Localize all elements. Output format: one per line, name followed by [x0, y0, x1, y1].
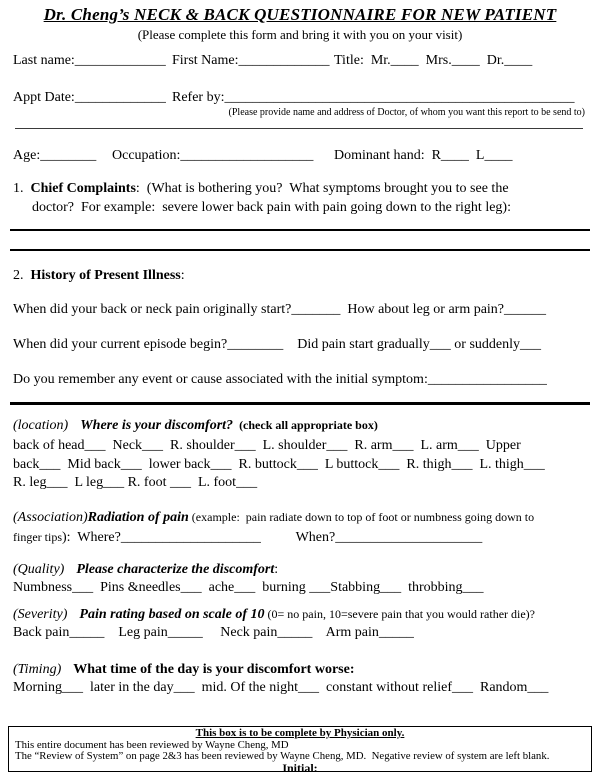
association-tag: (Association)	[13, 510, 88, 525]
quality-colon: :	[274, 562, 279, 577]
association-example-2: finger tips	[13, 529, 62, 544]
association-section	[13, 508, 592, 547]
refer-by-field: Refer by:__________________________________________________	[172, 90, 575, 105]
physician-box-line2: The “Review of System” on page 2&3 has been reviewed by Wayne Cheng, MD. Negative review of system are left blank.	[15, 750, 550, 763]
timing-title: What time of the day is your discomfort worse:	[73, 662, 355, 677]
association-title: Radiation of pain	[87, 510, 189, 525]
age-field: Age:________	[13, 148, 97, 163]
association-fields: ): Where?____________________ When?_____________________	[62, 529, 483, 545]
history-question-3: Do you remember any event or cause associated with the initial symptom:_________________	[13, 372, 547, 387]
chief-complaints-label: Chief Complaints	[30, 181, 136, 196]
answer-line-1	[10, 229, 590, 231]
location-line: R. leg___ L leg___ R. foot ___ L. foot___	[13, 475, 258, 490]
physician-box-heading-text: This box is to be complete by Physician only.	[195, 727, 405, 739]
quality-tag: (Quality)	[13, 562, 65, 577]
severity-heading	[13, 607, 535, 623]
association-example-1: (example: pain radiate down to top of foot or numbness going down to	[188, 510, 535, 524]
timing-items: Morning___ later in the day___ mid. Of the night___ constant without relief___ Random___	[13, 680, 549, 695]
title-options-field: Title: Mr.____ Mrs.____ Dr.____	[334, 53, 533, 68]
severity-items: Back pain_____ Leg pain_____ Neck pain_____ Arm pain_____	[13, 625, 414, 640]
chief-complaints-line1	[13, 180, 590, 199]
physician-box-line1: This entire document has been reviewed by Wayne Cheng, MD	[15, 738, 289, 751]
association-line2	[13, 528, 592, 548]
appt-date-field: Appt Date:_____________	[13, 90, 166, 105]
quality-title: Please characterize the discomfort	[76, 562, 275, 577]
first-name-field: First Name:_____________	[172, 53, 330, 68]
quality-heading	[13, 562, 278, 578]
timing-heading	[13, 662, 355, 678]
chief-complaints-text1: : (What is bothering you? What symptoms brought you to see the	[135, 181, 509, 196]
physician-initial-label: Initial:	[282, 760, 318, 775]
location-heading	[13, 418, 378, 434]
severity-note: (0= no pain, 10=severe pain that you would rather die)?	[264, 607, 535, 621]
location-line: back of head___ Neck___ R. shoulder___ L. shoulder___ R. arm___ L. arm___ Upper	[13, 438, 521, 453]
history-label: History of Present Illness	[30, 268, 181, 283]
location-line: back___ Mid back___ lower back___ R. buttock___ L buttock___ R. thigh___ L. thigh___	[13, 456, 545, 472]
history-colon: :	[180, 268, 185, 283]
occupation-field: Occupation:___________________	[112, 148, 314, 163]
section-number: 2.	[13, 268, 24, 283]
timing-tag: (Timing)	[13, 662, 62, 677]
quality-items: Numbness___ Pins &needles___ ache___ burning ___Stabbing___ throbbing___	[13, 580, 484, 595]
location-note: (check all appropriate box)	[239, 418, 378, 432]
dominant-hand-field: Dominant hand: R____ L____	[334, 148, 513, 163]
refer-address-line	[15, 128, 583, 129]
history-question-1: When did your back or neck pain originally start?_______ How about leg or arm pain?______	[13, 302, 547, 317]
chief-complaints-line2	[13, 199, 590, 218]
history-question-2: When did your current episode begin?________ Did pain start gradually___ or suddenly___	[13, 337, 541, 352]
form-title: Dr. Cheng’s NECK & BACK QUESTIONNAIRE FOR NEW PATIENT	[43, 5, 557, 24]
physician-box	[8, 726, 592, 775]
answer-line-2	[10, 249, 590, 251]
section-number: 1.	[13, 181, 24, 196]
location-checklist	[13, 437, 592, 493]
chief-complaints-text2: doctor? For example: severe lower back pain with pain going down to the right leg):	[32, 199, 511, 215]
location-title: Where is your discomfort?	[80, 418, 234, 433]
section-divider	[10, 402, 590, 405]
last-name-field: Last name:_____________	[13, 53, 166, 68]
severity-title: Pain rating based on scale of 10	[79, 607, 265, 622]
location-tag: (location)	[13, 418, 69, 433]
association-line1	[13, 508, 592, 528]
form-subtitle: (Please complete this form and bring it with you on your visit)	[137, 27, 463, 42]
severity-tag: (Severity)	[13, 607, 68, 622]
refer-by-note: (Please provide name and address of Doctor, of whom you want this report to be send to)	[228, 107, 585, 118]
section-chief-complaints	[13, 180, 590, 217]
physician-box-heading	[15, 728, 585, 740]
section-history-heading	[13, 268, 185, 284]
